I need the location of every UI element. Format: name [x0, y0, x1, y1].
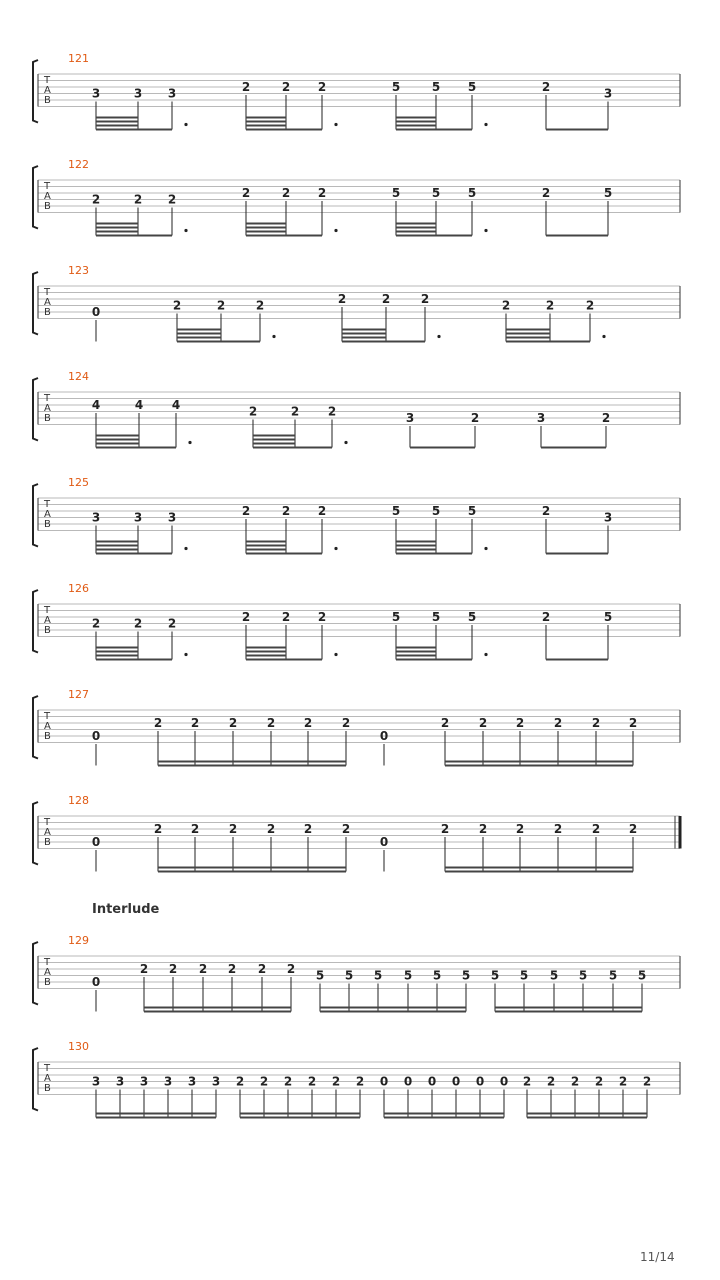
fret-number: 4 [91, 398, 101, 412]
fret-number: 3 [167, 510, 177, 525]
fret-number: 2 [168, 962, 178, 976]
tab-clef-letter: T [44, 605, 51, 616]
fret-number: 2 [290, 404, 300, 419]
fret-number: 2 [167, 616, 177, 631]
fret-number: 5 [391, 610, 401, 624]
fret-number: 2 [501, 298, 511, 313]
fret-number: 0 [475, 1074, 485, 1089]
system-bracket [33, 802, 38, 865]
dot [484, 123, 487, 126]
fret-number: 2 [591, 822, 601, 836]
system-bracket [33, 942, 38, 1005]
tab-clef-letter: B [44, 837, 51, 848]
fret-number: 3 [91, 86, 101, 101]
fret-number: 5 [431, 80, 441, 94]
tab-clef-letter: B [44, 95, 51, 106]
fret-number: 2 [628, 716, 638, 730]
tab-clef-letter: B [44, 625, 51, 636]
fret-number: 2 [420, 292, 430, 306]
tab-clef-letter: A [44, 297, 51, 308]
fret-number: 3 [536, 411, 546, 425]
measure-number: 121 [68, 52, 89, 65]
fret-number: 2 [153, 716, 163, 730]
fret-number: 2 [470, 411, 480, 425]
tab-clef-letter: A [44, 615, 51, 626]
page-number: 11/14 [640, 1250, 675, 1264]
dot [184, 123, 187, 126]
fret-number: 3 [115, 1074, 125, 1089]
dot [484, 653, 487, 656]
fret-number: 0 [499, 1074, 509, 1089]
system-bracket [33, 60, 38, 123]
tab-clef-letter: B [44, 201, 51, 212]
fret-number: 0 [379, 835, 389, 849]
tab-clef-letter: A [44, 191, 51, 202]
fret-number: 2 [281, 186, 291, 200]
system-bracket [33, 1048, 38, 1111]
fret-number: 2 [478, 822, 488, 836]
system-bracket [33, 272, 38, 335]
fret-number: 5 [637, 968, 647, 983]
fret-number: 3 [91, 510, 101, 525]
fret-number: 2 [283, 1074, 293, 1089]
fret-number: 2 [541, 504, 551, 518]
tab-clef-letter: B [44, 731, 51, 742]
fret-number: 5 [467, 80, 477, 94]
fret-number: 2 [545, 298, 555, 313]
fret-number: 3 [91, 1074, 101, 1089]
fret-number: 2 [286, 962, 296, 976]
fret-number: 2 [91, 616, 101, 631]
tab-clef-letter: A [44, 1073, 51, 1084]
fret-number: 2 [317, 504, 327, 518]
measure-number: 123 [68, 264, 89, 277]
fret-number: 2 [618, 1074, 628, 1089]
fret-number: 2 [553, 716, 563, 730]
fret-number: 2 [235, 1074, 245, 1089]
system-bracket [33, 590, 38, 653]
fret-number: 3 [133, 510, 143, 525]
fret-number: 2 [133, 192, 143, 207]
dot [602, 335, 605, 338]
tab-clef-letter: B [44, 413, 51, 424]
fret-number: 2 [541, 80, 551, 94]
fret-number: 2 [317, 80, 327, 94]
fret-number: 5 [431, 504, 441, 518]
fret-number: 2 [259, 1074, 269, 1089]
fret-number: 2 [228, 716, 238, 730]
fret-number: 5 [549, 968, 559, 983]
fret-number: 2 [585, 298, 595, 313]
tab-clef-letter: T [44, 181, 51, 192]
fret-number: 5 [373, 968, 383, 983]
system-bracket [33, 378, 38, 441]
tab-clef-letter: A [44, 827, 51, 838]
fret-number: 0 [403, 1074, 413, 1089]
fret-number: 5 [519, 968, 529, 983]
dot [484, 229, 487, 232]
dot [437, 335, 440, 338]
fret-number: 5 [391, 80, 401, 94]
fret-number: 2 [601, 411, 611, 425]
measure-number: 127 [68, 688, 89, 701]
tab-clef-letter: A [44, 403, 51, 414]
section-label: Interlude [92, 902, 160, 917]
fret-number: 5 [461, 968, 471, 983]
fret-number: 0 [379, 1074, 389, 1089]
fret-number: 2 [327, 404, 337, 419]
fret-number: 5 [431, 186, 441, 200]
fret-number: 2 [241, 504, 251, 518]
fret-number: 2 [227, 962, 237, 976]
dot [188, 441, 191, 444]
fret-number: 3 [603, 86, 613, 101]
fret-number: 2 [331, 1074, 341, 1089]
fret-number: 5 [432, 968, 442, 983]
measure-number: 130 [68, 1040, 89, 1053]
measure-number: 124 [68, 370, 89, 383]
dot [184, 547, 187, 550]
fret-number: 3 [163, 1074, 173, 1089]
fret-number: 0 [91, 835, 101, 849]
fret-number: 2 [381, 292, 391, 306]
tab-clef-letter: T [44, 287, 51, 298]
fret-number: 2 [167, 192, 177, 207]
fret-number: 2 [228, 822, 238, 836]
fret-number: 2 [281, 504, 291, 518]
fret-number: 2 [541, 610, 551, 624]
fret-number: 2 [303, 822, 313, 836]
tab-clef-letter: T [44, 1063, 51, 1074]
system-bracket [33, 696, 38, 759]
fret-number: 2 [341, 716, 351, 730]
fret-number: 5 [467, 186, 477, 200]
dot [334, 653, 337, 656]
fret-number: 2 [216, 298, 226, 313]
fret-number: 3 [211, 1074, 221, 1089]
fret-number: 2 [248, 404, 258, 419]
fret-number: 2 [241, 186, 251, 200]
fret-number: 2 [337, 292, 347, 306]
fret-number: 5 [315, 968, 325, 983]
fret-number: 5 [603, 186, 613, 200]
dot [334, 547, 337, 550]
tab-clef-letter: A [44, 967, 51, 978]
fret-number: 2 [266, 716, 276, 730]
fret-number: 2 [594, 1074, 604, 1089]
fret-number: 2 [266, 822, 276, 836]
fret-number: 5 [603, 610, 613, 624]
tab-clef-letter: B [44, 1083, 51, 1094]
dot [334, 123, 337, 126]
dot [184, 653, 187, 656]
fret-number: 2 [133, 616, 143, 631]
dot [184, 229, 187, 232]
fret-number: 2 [341, 822, 351, 836]
fret-number: 2 [241, 80, 251, 94]
fret-number: 2 [515, 716, 525, 730]
fret-number: 2 [541, 186, 551, 200]
fret-number: 5 [490, 968, 500, 983]
fret-number: 2 [355, 1074, 365, 1089]
tab-clef-letter: T [44, 817, 51, 828]
fret-number: 0 [451, 1074, 461, 1089]
tab-clef-letter: B [44, 519, 51, 530]
dot [484, 547, 487, 550]
fret-number: 2 [303, 716, 313, 730]
system-bracket [33, 484, 38, 547]
fret-number: 0 [91, 305, 101, 319]
fret-number: 2 [241, 610, 251, 624]
tab-clef-letter: T [44, 75, 51, 86]
measure-number: 126 [68, 582, 89, 595]
fret-number: 2 [570, 1074, 580, 1089]
fret-number: 5 [391, 186, 401, 200]
fret-number: 2 [628, 822, 638, 836]
measure-number: 125 [68, 476, 89, 489]
fret-number: 3 [405, 411, 415, 425]
fret-number: 2 [553, 822, 563, 836]
fret-number: 5 [578, 968, 588, 983]
fret-number: 5 [431, 610, 441, 624]
fret-number: 2 [440, 716, 450, 730]
fret-number: 4 [134, 398, 144, 412]
fret-number: 5 [344, 968, 354, 983]
fret-number: 4 [171, 398, 181, 412]
fret-number: 2 [190, 822, 200, 836]
measure-number: 128 [68, 794, 89, 807]
dot [344, 441, 347, 444]
fret-number: 2 [172, 298, 182, 313]
tab-clef-letter: B [44, 307, 51, 318]
fret-number: 2 [478, 716, 488, 730]
fret-number: 0 [91, 975, 101, 989]
tab-clef-letter: A [44, 721, 51, 732]
fret-number: 0 [427, 1074, 437, 1089]
fret-number: 0 [379, 729, 389, 743]
fret-number: 2 [91, 192, 101, 207]
fret-number: 3 [133, 86, 143, 101]
fret-number: 2 [546, 1074, 556, 1089]
tab-clef-letter: A [44, 85, 51, 96]
fret-number: 2 [591, 716, 601, 730]
measure-number: 122 [68, 158, 89, 171]
fret-number: 2 [642, 1074, 652, 1089]
fret-number: 2 [307, 1074, 317, 1089]
fret-number: 2 [440, 822, 450, 836]
fret-number: 5 [403, 968, 413, 983]
dot [272, 335, 275, 338]
fret-number: 2 [198, 962, 208, 976]
fret-number: 2 [190, 716, 200, 730]
tab-clef-letter: T [44, 393, 51, 404]
fret-number: 3 [187, 1074, 197, 1089]
fret-number: 2 [281, 610, 291, 624]
fret-number: 2 [153, 822, 163, 836]
fret-number: 5 [467, 610, 477, 624]
fret-number: 3 [603, 510, 613, 525]
tab-clef-letter: T [44, 957, 51, 968]
tab-clef-letter: B [44, 977, 51, 988]
fret-number: 5 [467, 504, 477, 518]
fret-number: 2 [317, 186, 327, 200]
tab-clef-letter: A [44, 509, 51, 520]
fret-number: 2 [317, 610, 327, 624]
tab-clef-letter: T [44, 711, 51, 722]
fret-number: 5 [608, 968, 618, 983]
fret-number: 2 [255, 298, 265, 313]
fret-number: 3 [139, 1074, 149, 1089]
measure-number: 129 [68, 934, 89, 947]
fret-number: 2 [257, 962, 267, 976]
fret-number: 2 [522, 1074, 532, 1089]
tab-clef-letter: T [44, 499, 51, 510]
fret-number: 3 [167, 86, 177, 101]
dot [334, 229, 337, 232]
fret-number: 0 [91, 729, 101, 743]
fret-number: 2 [139, 962, 149, 976]
fret-number: 2 [281, 80, 291, 94]
system-bracket [33, 166, 38, 229]
fret-number: 5 [391, 504, 401, 518]
fret-number: 2 [515, 822, 525, 836]
